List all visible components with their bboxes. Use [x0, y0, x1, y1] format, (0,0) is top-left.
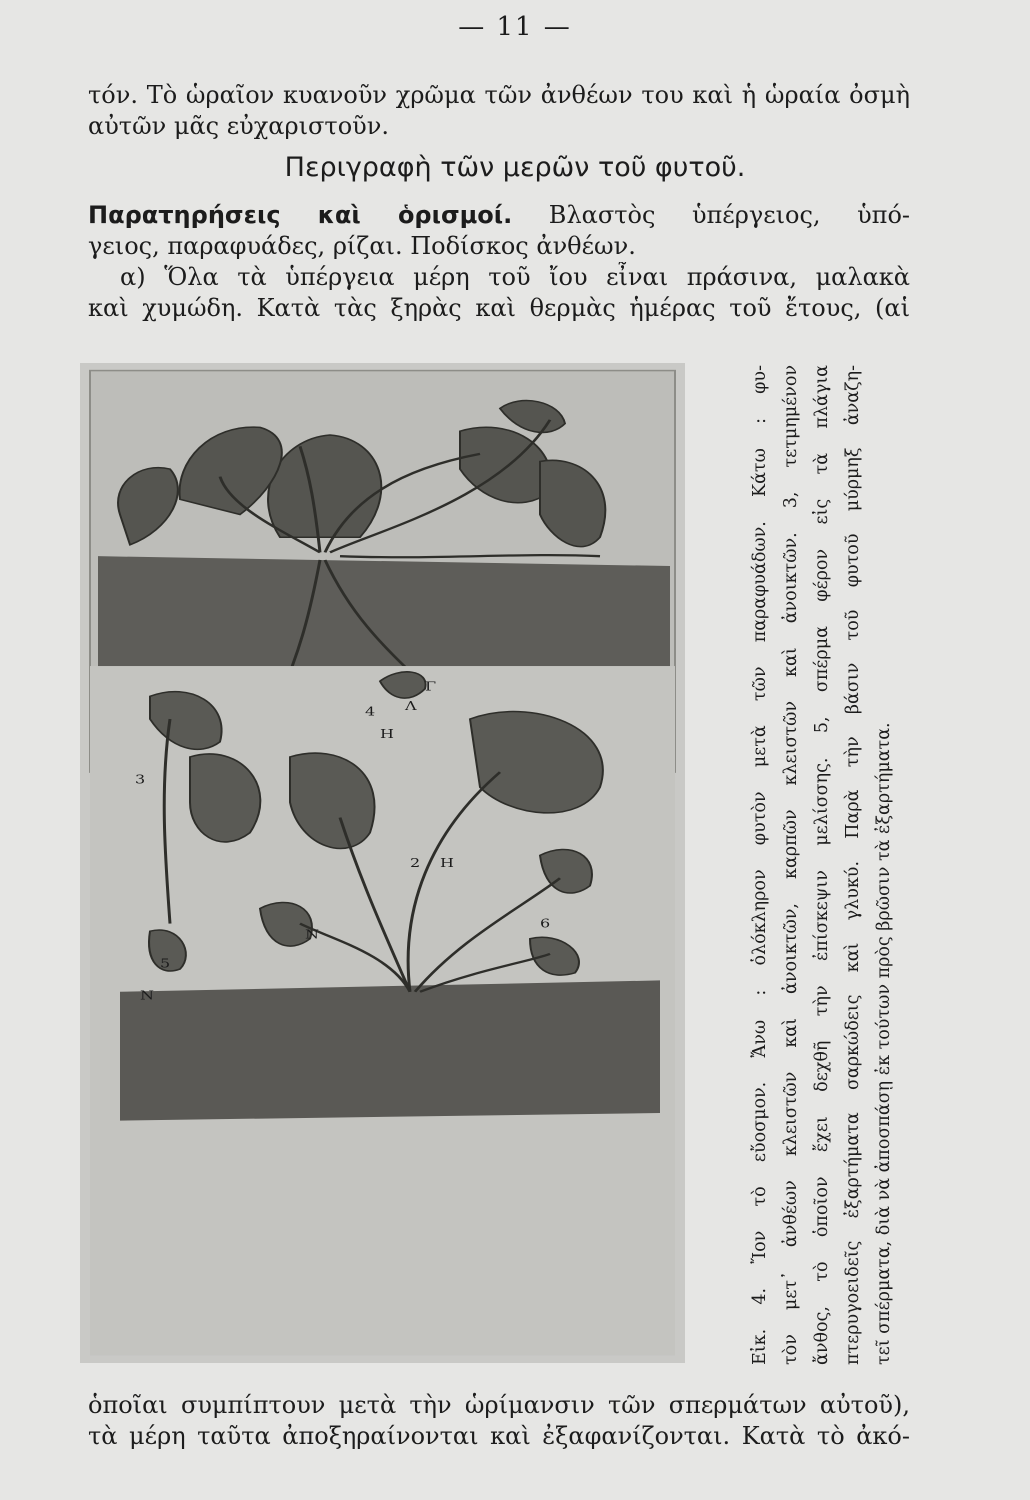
figure-label: Γ [425, 680, 437, 694]
figure-label: 5 [160, 957, 171, 971]
bottom-line: ὁποῖαι συμπίπτουν μετὰ τὴν ὡρίμανσιν τῶν σπερμάτων αὐτοῦ), [88, 1391, 910, 1419]
lower-soil [120, 980, 660, 1120]
observations-line: γειος, παραφυάδες, ρίζαι. Ποδίσκος ἀνθέων. [88, 232, 636, 260]
plant-drawing [80, 363, 685, 1363]
intro-paragraph [88, 80, 910, 142]
section-heading: Περιγραφὴ τῶν μερῶν τοῦ φυτοῦ. [284, 152, 746, 183]
figure-label: Η [380, 727, 394, 742]
observations-line: α) Ὅλα τὰ ὑπέργεια μέρη τοῦ ἴου εἶναι πράσινα, μαλακὰ [120, 263, 910, 291]
caption-line: τὸν μετ᾽ ἀνθέων κλειστῶν καὶ ἀνοικτῶν, καρπῶν κλειστῶν καὶ ἀνοικτῶν. 3, τετμημένον [781, 365, 801, 1365]
caption-line: πτερυγοειδεῖς ἐξαρτήματα σαρκώδεις καὶ γλυκύ. Παρὰ τὴν βάσιν τοῦ φυτοῦ μύρμηξ ἀναζη- [843, 365, 863, 1365]
figure-caption [745, 365, 905, 1365]
figure-label: Η [440, 856, 454, 871]
figure-label: 4 [365, 705, 376, 719]
figure-label: 6 [540, 917, 551, 931]
figure-violet-plant [70, 355, 695, 1365]
observations-line-rest: Βλαστὸς ὑπέργειος, ὑπό- [512, 201, 910, 229]
figure-label: 3 [135, 773, 146, 787]
observations-paragraph [88, 200, 910, 324]
caption-line: τεῖ σπέρματα, διὰ νὰ ἀποσπάσῃ ἐκ τούτων πρὸς βρῶσιν τὰ ἐξαρτήματα. [874, 722, 894, 1365]
page-number: — 11 — [458, 12, 572, 42]
observations-line [88, 200, 910, 231]
figure-label: Ν [305, 928, 320, 943]
figure-label: 2 [410, 856, 421, 871]
figure-label: Λ [405, 699, 417, 714]
bottom-line: τὰ μέρη ταῦτα ἀποξηραίνονται καὶ ἐξαφανίζονται. Κατὰ τὸ ἀκό- [88, 1422, 910, 1450]
caption-line: ἄνθος, τὸ ὁποῖον ἔχει δεχθῆ τὴν ἐπίσκεψιν μελίσσης. 5, σπέρμα φέρον εἰς τὰ πλάγια [812, 365, 832, 1365]
intro-line: αὐτῶν μᾶς εὐχαριστοῦν. [88, 112, 389, 140]
bottom-paragraph [88, 1390, 910, 1452]
intro-line: τόν. Τὸ ὡραῖον κυανοῦν χρῶμα τῶν ἀνθέων του καὶ ἡ ὡραία ὀσμὴ [88, 81, 910, 109]
figure-illustration [80, 363, 685, 1363]
caption-line: Εἰκ. 4. Ἴον τὸ εὔοσμον. Ἄνω : ὁλόκληρον φυτὸν μετὰ τῶν παραφυάδων. Κάτω : φυ- [750, 365, 770, 1365]
figure-label: Ν [140, 989, 155, 1003]
observations-line: καὶ χυμώδη. Κατὰ τὰς ξηρὰς καὶ θερμὰς ἡμέρας τοῦ ἔτους, (αἱ [88, 294, 910, 322]
observations-lead: Παρατηρήσεις καὶ ὁρισμοί. [88, 201, 513, 229]
